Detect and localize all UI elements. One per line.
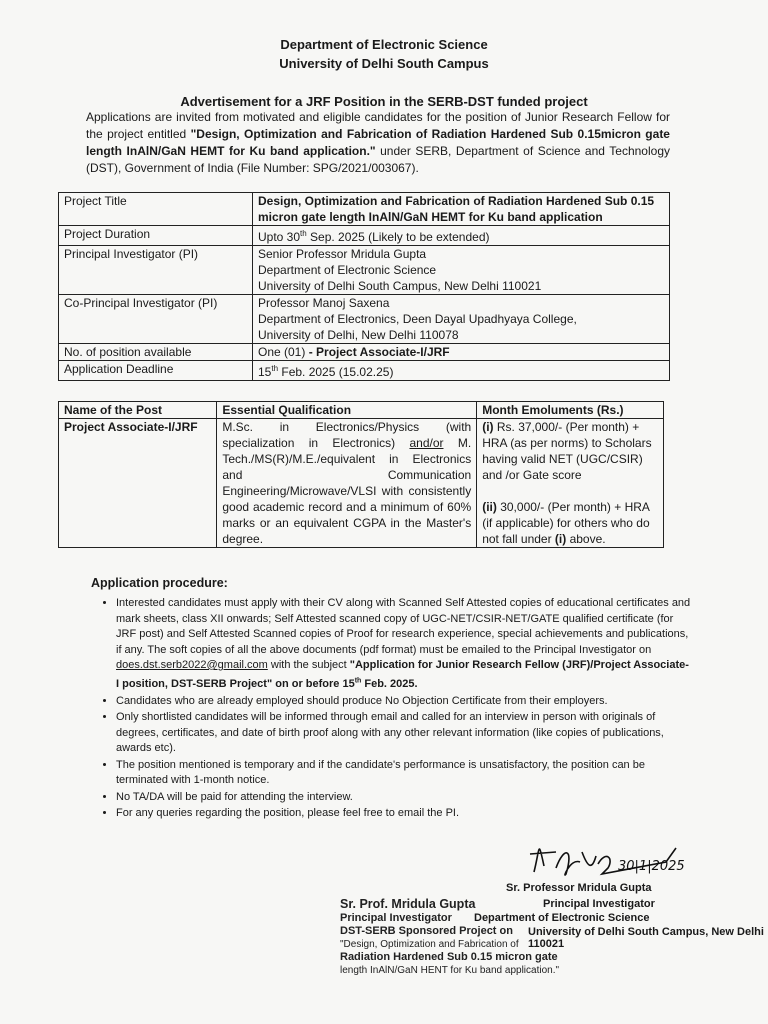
intro-text-2: under SERB, Department of Science and Technology (DST), Government of India (File Number: SPG/2021/003067). (86, 144, 670, 175)
stamp-title-line: "Design, Optimization and Fabrication of (340, 939, 519, 950)
list-item: • Interested candidates must apply with their CV along with Scanned Self Attested copies of educational certificates and mark sheets, class XII onwards; Self Attested scanned copy of UGC-NET/CSIR-NET/GATE qualified certificate (for JRF post) and Self Attested Scanned copies of Proof for research experience, special achievements and publications, if any. The soft copies of all the above documents (pdf format) must be emailed to the Principal Investigator on does.dst.serb2022@gmail.com with the subject "Application for Junior Research Fellow (JRF)/Project Associate-I position, DST-SERB Project" on or before 15th Feb. 2025. (116, 596, 691, 693)
advertisement-title: Advertisement for a JRF Position in the SERB-DST funded project (180, 94, 588, 109)
project-details-table (58, 192, 670, 381)
column-header: Month Emoluments (Rs.) (477, 402, 664, 419)
stamp-project: DST-SERB Sponsored Project on (340, 925, 513, 937)
procedure-title: Application procedure: (91, 576, 228, 590)
list-item: • No TA/DA will be paid for attending the interview. (116, 790, 691, 806)
list-item: • Only shortlisted candidates will be informed through email and called for an interview in person with originals of degrees, certificates, and date of birth proof along with any other relevant information (like copies of publications, awards etc). (116, 710, 691, 757)
signatory-role: Principal Investigator (543, 898, 655, 910)
row-value: Professor Manoj Saxena Department of Electronics, Deen Dayal Upadhyaya College, University of Delhi, New Delhi 110078 (253, 295, 670, 344)
stamp-name: Sr. Prof. Mridula Gupta (340, 897, 476, 911)
handwritten-signature (526, 828, 716, 888)
stamp-title-line: length InAlN/GaN HENT for Ku band application." (340, 965, 560, 976)
intro-text-1: Applications are invited from motivated and eligible candidates for the position of Junior Research Fellow for the project entitled (86, 110, 670, 141)
department-heading: Department of Electronic Science (280, 37, 488, 52)
signatory-department: Department of Electronic Science (474, 912, 650, 924)
university-heading: University of Delhi South Campus (279, 56, 489, 71)
row-value: Upto 30th Sep. 2025 (Likely to be extended) (253, 226, 670, 246)
official-stamp (340, 898, 559, 977)
row-value: 15th Feb. 2025 (15.02.25) (253, 361, 670, 381)
stamp-role: Principal Investigator (340, 912, 452, 924)
row-label: Principal Investigator (PI) (59, 246, 253, 295)
row-label: Project Duration (59, 226, 253, 246)
post-name: Project Associate-I/JRF (59, 419, 217, 548)
intro-paragraph (86, 109, 670, 177)
list-item: • Candidates who are already employed should produce No Objection Certificate from their employers. (116, 694, 691, 710)
table-row (59, 226, 670, 246)
table-row (59, 361, 670, 381)
row-label: No. of position available (59, 344, 253, 361)
row-value: Senior Professor Mridula Gupta Department of Electronic Science University of Delhi South Campus, New Delhi 110021 (253, 246, 670, 295)
row-value: Design, Optimization and Fabrication of Radiation Hardened Sub 0.15 micron gate length InAlN/GaN HEMT for Ku band application (253, 193, 670, 226)
intro-project-title: "Design, Optimization and Fabrication of Radiation Hardened Sub 0.15micron gate length InAlN/GaN HEMT for Ku band application." (86, 127, 670, 158)
row-label: Co-Principal Investigator (PI) (59, 295, 253, 344)
signatory-campus: University of Delhi South Campus, New Delhi 110021 (528, 926, 764, 950)
column-header: Essential Qualification (217, 402, 477, 419)
table-row (59, 193, 670, 226)
emoluments-cell: (i) Rs. 37,000/- (Per month) + HRA (as per norms) to Scholars having valid NET (UGC/CSIR) and /or Gate score (ii) 30,000/- (Per month) + HRA (if applicable) for others who do not fall under (i) above. (477, 419, 664, 548)
procedure-list (92, 596, 691, 823)
table-row (59, 246, 670, 295)
post-details-table (58, 401, 664, 548)
table-row (59, 419, 664, 548)
row-value: One (01) - Project Associate-I/JRF (253, 344, 670, 361)
table-row (59, 295, 670, 344)
row-label: Application Deadline (59, 361, 253, 381)
qualification-cell: M.Sc. in Electronics/Physics (with specialization in Electronics) and/or M. Tech./MS(R)/M.E./equivalent in Electronics and Communication Engineering/Microwave/VLSI with consistently good academic record and a minimum of 60% marks or an equivalent CGPA in the Master's degree. (217, 419, 477, 548)
signatory-name: Sr. Professor Mridula Gupta (506, 882, 652, 894)
email-link[interactable]: does.dst.serb2022@gmail.com (116, 659, 268, 671)
stamp-title-line: Radiation Hardened Sub 0.15 micron gate (340, 951, 558, 963)
row-label: Project Title (59, 193, 253, 226)
table-header-row (59, 402, 664, 419)
column-header: Name of the Post (59, 402, 217, 419)
table-row (59, 344, 670, 361)
signature-date: 30|1|2025 (618, 859, 685, 874)
list-item: • The position mentioned is temporary and if the candidate's performance is unsatisfactory, the position can be terminated with 1-month notice. (116, 758, 691, 789)
list-item: • For any queries regarding the position, please feel free to email the PI. (116, 806, 691, 822)
